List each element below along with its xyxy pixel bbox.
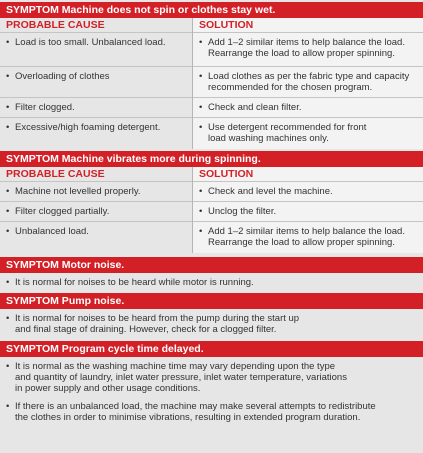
cause-cell [0, 117, 192, 149]
cause-cell [0, 201, 192, 221]
cause-cell [0, 181, 192, 201]
symptom-section [0, 151, 423, 253]
bullet: • [199, 206, 203, 217]
solution-cell [193, 97, 423, 117]
cause-cell [0, 66, 192, 97]
bullet: • [199, 226, 203, 237]
cause-column [0, 18, 192, 149]
solution-text: Load clothes as per the fabric type and capacity [208, 71, 410, 82]
note-item [0, 401, 423, 425]
bullet: • [199, 37, 203, 48]
cause-column [0, 167, 192, 253]
bullet: • [199, 122, 203, 133]
solution-text: Add 1–2 similar items to help balance the load. [208, 37, 405, 48]
bullet: • [6, 37, 10, 48]
solution-text: Rearrange the load to allow proper spinning. [208, 48, 395, 59]
solution-cell [193, 201, 423, 221]
note-text: and final stage of draining. However, check for a clogged filter. [15, 324, 277, 335]
bullet: • [6, 277, 10, 288]
solution-text: Use detergent recommended for front [208, 122, 367, 133]
solution-cell [193, 66, 423, 97]
cause-cell [0, 97, 192, 117]
note-text: the clothes in order to minimise vibrations, resulting in extended program duration. [15, 412, 361, 423]
bullet: • [6, 186, 10, 197]
note-text: If there is an unbalanced load, the machine may make several attempts to redistribute [15, 401, 376, 412]
symptom-section [0, 2, 423, 149]
bullet: • [6, 401, 10, 412]
bullet: • [6, 71, 10, 82]
bullet: • [199, 186, 203, 197]
cause-text: Unbalanced load. [15, 226, 89, 237]
bullet: • [6, 361, 10, 372]
cause-text: Machine not levelled properly. [15, 186, 141, 197]
cause-text: Excessive/high foaming detergent. [15, 122, 161, 133]
solution-text: Unclog the filter. [208, 206, 277, 217]
solution-text: recommended for the chosen program. [208, 82, 373, 93]
cause-text: Filter clogged. [15, 102, 75, 113]
solution-text: Check and clean filter. [208, 102, 302, 113]
symptom-section [0, 257, 423, 293]
note-item [0, 313, 423, 341]
cause-solution-table [0, 167, 423, 253]
bullet: • [6, 122, 10, 133]
solution-text: Check and level the machine. [208, 186, 333, 197]
solution-heading: SOLUTION [199, 168, 254, 180]
solution-text: Add 1–2 similar items to help balance the load. [208, 226, 405, 237]
bullet: • [199, 71, 203, 82]
cause-text: Overloading of clothes [15, 71, 110, 82]
bullet: • [6, 313, 10, 324]
symptom-header: SYMPTOM Machine vibrates more during spinning. [0, 151, 423, 167]
bullet: • [6, 206, 10, 217]
solution-heading: SOLUTION [199, 19, 254, 31]
note-text: in power supply and other usage conditions. [15, 383, 201, 394]
solution-text: load washing machines only. [208, 133, 329, 144]
cause-cell [0, 32, 192, 66]
symptom-header: SYMPTOM Program cycle time delayed. [0, 341, 423, 357]
symptom-header: SYMPTOM Machine does not spin or clothes stay wet. [0, 2, 423, 18]
solution-cell [193, 221, 423, 253]
symptom-header: SYMPTOM Motor noise. [0, 257, 423, 273]
bullet: • [6, 226, 10, 237]
cause-text: Load is too small. Unbalanced load. [15, 37, 166, 48]
bullet: • [199, 102, 203, 113]
symptom-section [0, 341, 423, 425]
note-text: It is normal for noises to be heard while motor is running. [15, 277, 254, 288]
cause-text: Filter clogged partially. [15, 206, 110, 217]
solution-cell [193, 181, 423, 201]
bullet: • [6, 102, 10, 113]
solution-cell [193, 117, 423, 149]
note-item [0, 277, 423, 293]
note-text: It is normal for noises to be heard from the pump during the start up [15, 313, 300, 324]
note-item [0, 361, 423, 398]
note-text: It is normal as the washing machine time may vary depending upon the type [15, 361, 336, 372]
symptom-section [0, 293, 423, 341]
note-text: and quantity of laundry, inlet water pressure, inlet water temperature, variations [15, 372, 347, 383]
symptom-header: SYMPTOM Pump noise. [0, 293, 423, 309]
cause-solution-table [0, 18, 423, 149]
solution-cell [193, 32, 423, 66]
cause-cell [0, 221, 192, 253]
troubleshooting-page [0, 2, 423, 453]
probable-cause-heading: PROBABLE CAUSE [6, 19, 105, 31]
solution-column [192, 18, 423, 149]
probable-cause-heading: PROBABLE CAUSE [6, 168, 105, 180]
solution-column [192, 167, 423, 253]
solution-text: Rearrange the load to allow proper spinning. [208, 237, 395, 248]
